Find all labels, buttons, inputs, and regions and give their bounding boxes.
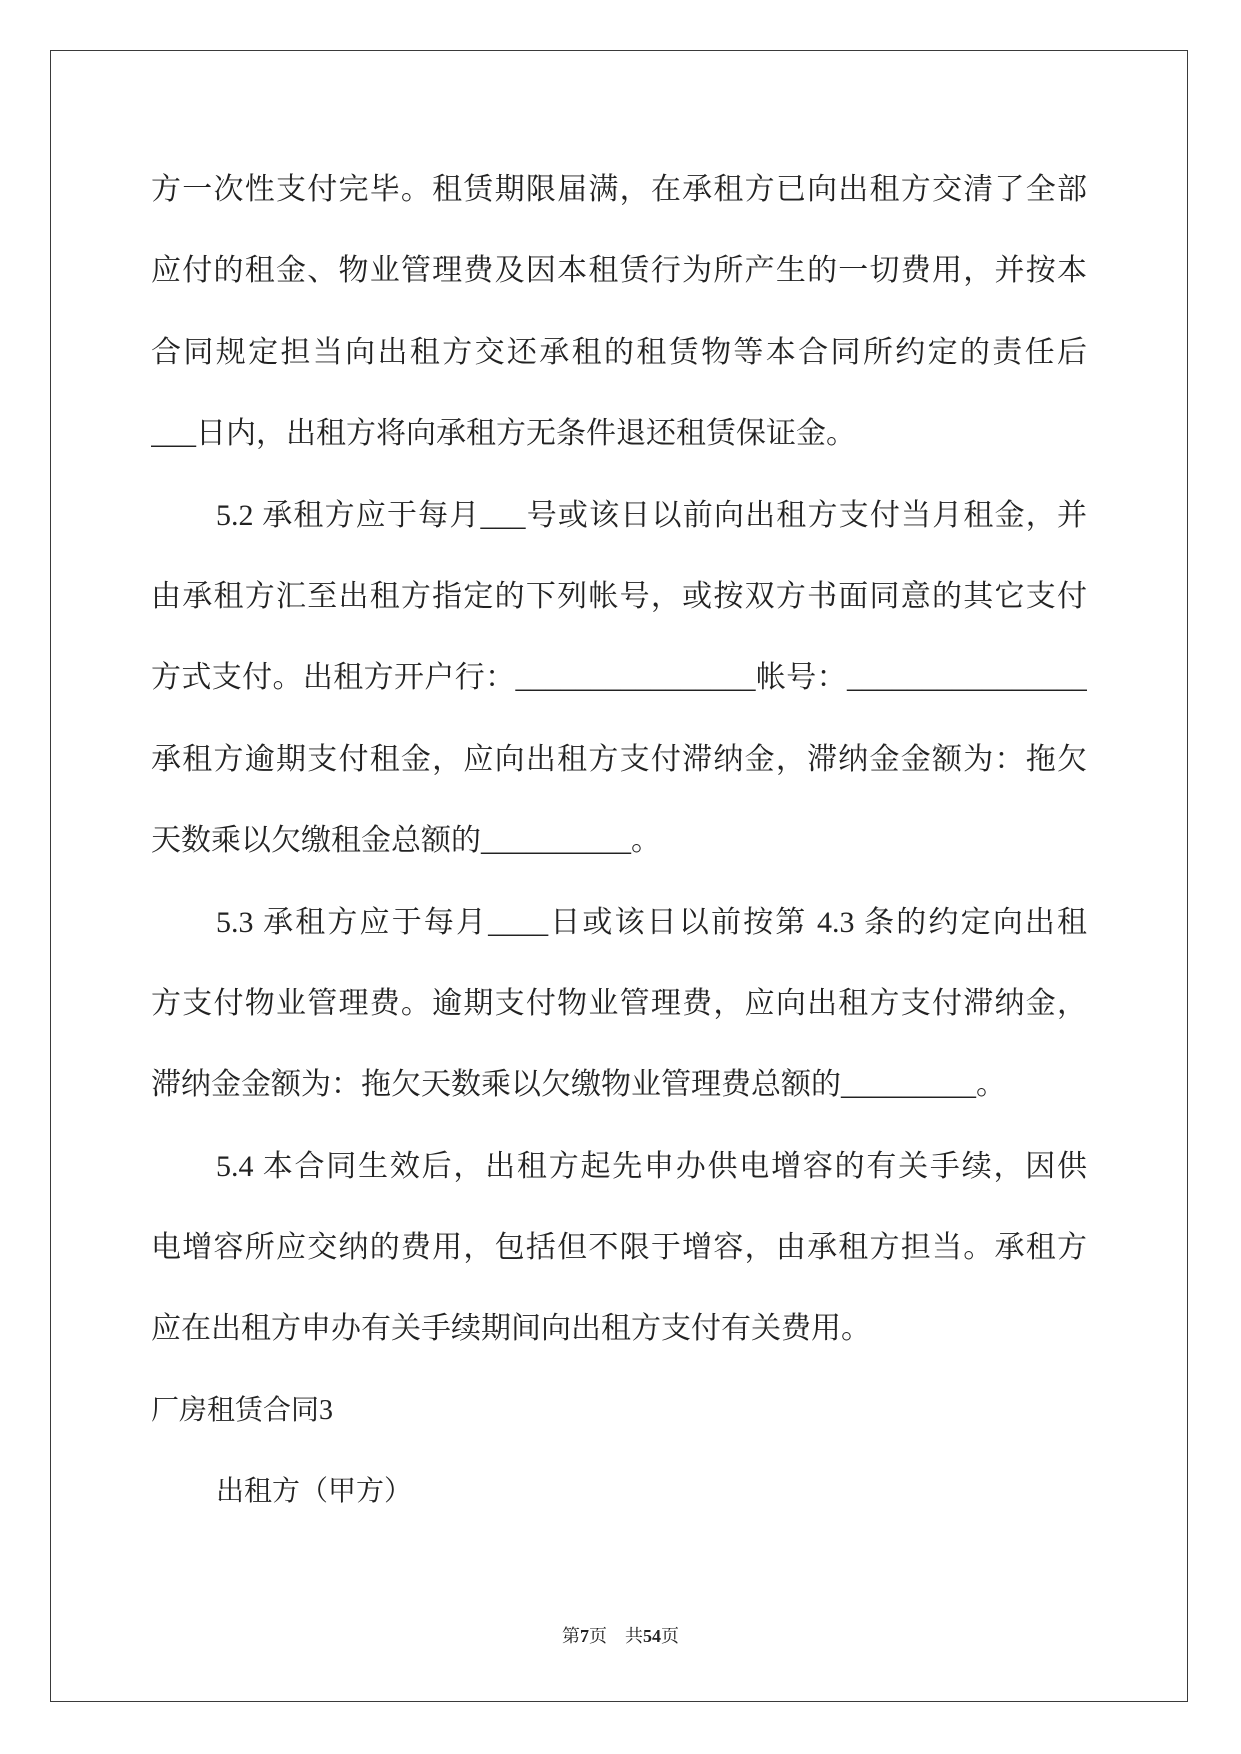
paragraph-line: 由承租方汇至出租方指定的下列帐号，或按双方书面同意的其它支付 xyxy=(151,579,1087,613)
footer-suffix: 页 xyxy=(661,1626,679,1646)
paragraph-line: 应在出租方申办有关手续期间向出租方支付有关费用。 xyxy=(151,1312,871,1346)
clause-5-2-line: 5.2 承租方应于每月___号或该日以前向出租方支付当月租金，并 xyxy=(216,498,1087,532)
paragraph-line: 天数乘以欠缴租金总额的__________。 xyxy=(151,824,661,858)
document-body xyxy=(151,149,1087,1533)
section-heading: 厂房租赁合同3 xyxy=(151,1394,334,1426)
paragraph-line: 承租方逾期支付租金，应向出租方支付滞纳金，滞纳金金额为：拖欠 xyxy=(151,742,1087,776)
party-a-label: 出租方（甲方） xyxy=(216,1476,413,1508)
paragraph-line: 方支付物业管理费。逾期支付物业管理费，应向出租方支付滞纳金， xyxy=(151,986,1087,1020)
paragraph-line: 合同规定担当向出租方交还承租的租赁物等本合同所约定的责任后 xyxy=(151,335,1087,369)
current-page-number: 7 xyxy=(580,1626,589,1646)
total-pages-number: 54 xyxy=(643,1626,661,1646)
page-footer xyxy=(0,1622,1241,1650)
clause-5-3-line: 5.3 承租方应于每月____日或该日以前按第 4.3 条的约定向出租 xyxy=(216,905,1087,939)
paragraph-line: 电增容所应交纳的费用，包括但不限于增容，由承租方担当。承租方 xyxy=(151,1231,1087,1265)
footer-prefix: 第 xyxy=(562,1626,580,1646)
paragraph-line: 方式支付。出租方开户行：________________帐号：________________ xyxy=(151,661,1087,695)
paragraph-line: 应付的租金、物业管理费及因本租赁行为所产生的一切费用，并按本 xyxy=(151,254,1087,288)
footer-middle: 页 共 xyxy=(589,1626,643,1646)
paragraph-line: 方一次性支付完毕。租赁期限届满，在承租方已向出租方交清了全部 xyxy=(151,173,1087,206)
clause-5-4-line: 5.4 本合同生效后，出租方起先申办供电增容的有关手续，因供 xyxy=(216,1149,1087,1183)
paragraph-line: 滞纳金金额为：拖欠天数乘以欠缴物业管理费总额的_________。 xyxy=(151,1068,1006,1102)
paragraph-line: ___日内，出租方将向承租方无条件退还租赁保证金。 xyxy=(151,417,856,451)
